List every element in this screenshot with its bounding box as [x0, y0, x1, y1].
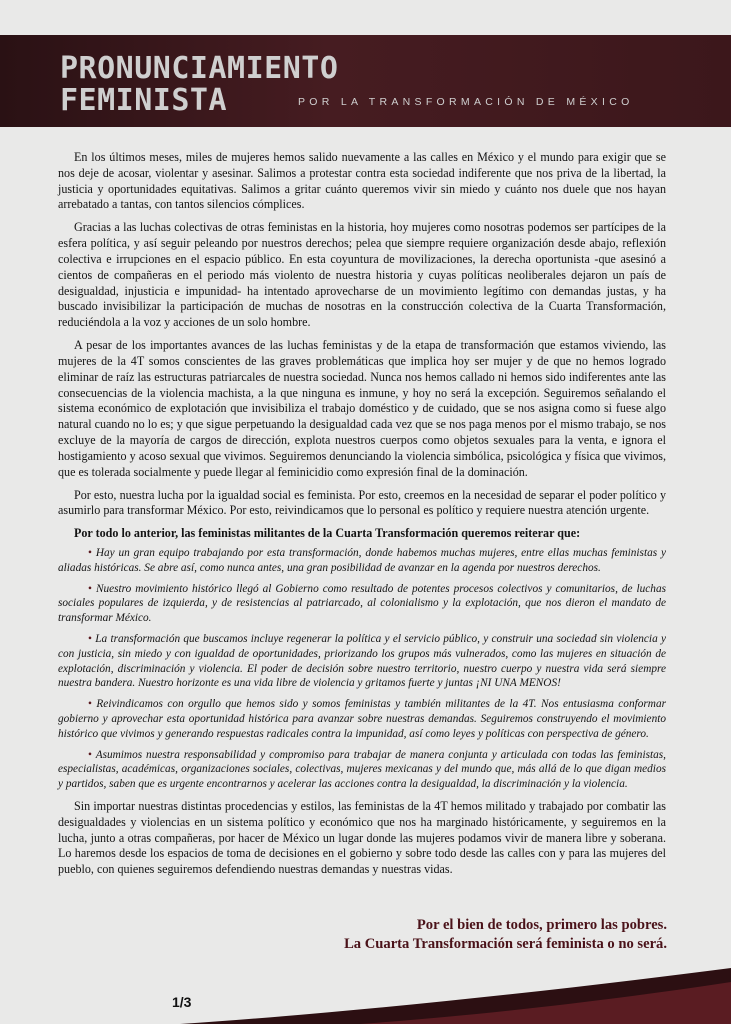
- title-line-2: FEMINISTA: [60, 83, 228, 118]
- demands-list: [58, 546, 666, 792]
- title-line-1: PRONUNCIAMIENTO: [60, 51, 339, 86]
- subtitle: POR LA TRANSFORMACIÓN DE MÉXICO: [298, 96, 634, 108]
- list-item: [58, 546, 666, 576]
- footer-swoosh: [0, 960, 731, 1024]
- document-body: [58, 150, 666, 885]
- paragraph-1: En los últimos meses, miles de mujeres hemos salido nuevamente a las calles en México y el mundo para exigir que se nos deje de acosar, violentar y asesinar. Salimos a protestar contra esta sociedad indiferente que nos priva de la libertad, la justicia y oportunidades equitativas. Salimos a gritar cuánto queremos vivir sin miedo y cuánto nos duele que nos hayan arrebatado a tantas, con tantos silencios cómplices.: [58, 150, 666, 212]
- list-item: [58, 697, 666, 741]
- bullet-icon: •: [88, 633, 92, 646]
- paragraph-3: A pesar de los importantes avances de las luchas feministas y de la etapa de transformación que estamos viviendo, las mujeres de la 4T somos conscientes de las graves problemáticas que implica hoy ser mujer y de que no hemos logrado eliminar de raíz las estructuras patriarcales de nuestra sociedad. Nunca nos hemos callado ni hemos sido indiferentes ante las consecuencias de la violencia machista, a la que ninguna es inmune, y hoy no será la excepción. Seguiremos señalando el sistema económico de explotación que invisibiliza el trabajo doméstico y de cuidado, que se nos asigna como si fuese algo natural cuando no lo es; y que sigue perpetuando la desigualdad cada vez que se nos paga menos por el mismo trabajo, se nos excluye de la mayoría de cargos de dirección, explota nuestros cuerpos como objetos sexuales para la venta, e ignora el hostigamiento y acoso sexual que vivimos. Seguiremos denunciando la violencia simbólica, psicológica y física que vivimos, que es tolerada socialmente y puede llegar al feminicidio como expresión final de la dominación.: [58, 338, 666, 479]
- paragraph-2: Gracias a las luchas colectivas de otras feministas en la historia, hoy mujeres como nosotras podemos ser partícipes de la esfera política, y así seguir peleando por nuestros derechos; pelea que siempre requiere organización desde abajo, reflexión colectiva e irrupciones en el espacio público. En esta coyuntura de movilizaciones, la derecha oportunista -que asesinó a cientos de compañeras en el periodo más violento de nuestra historia y cuyas políticas neoliberales dejaron un país de desigualdad, injusticia e impunidad- ha intentado aprovecharse de un movimiento legítimo con demandas justas, y ha buscado invisibilizar la participación de muchas de nosotras en la construcción colectiva de la Cuarta Transformación, reduciéndola a la voz y acciones de un solo hombre.: [58, 220, 666, 330]
- page-number: 1/3: [172, 994, 192, 1010]
- bullet-icon: •: [88, 698, 92, 711]
- list-item: [58, 582, 666, 626]
- list-item: [58, 632, 666, 691]
- list-item-text: Hay un gran equipo trabajando por esta transformación, donde habemos muchas mujeres, entre ellas muchas feministas y aliadas históricas. Se abre así, como nunca antes, una gran posibilidad de avanzar en la agenda por nuestros derechos.: [58, 547, 666, 574]
- bullet-icon: •: [88, 748, 92, 761]
- list-item-text: Asumimos nuestra responsabilidad y compromiso para trabajar de manera conjunta y articulada con todas las feministas, especialistas, académicas, organizaciones sociales, colectivas, mujeres mexicanas y del mundo que, más allá de lo que digan medios y partidos, saben que es urgente encontrarnos y acelerar las acciones contra la desigualdad, la discriminación y la violencia.: [58, 748, 666, 791]
- intro-statement: Por todo lo anterior, las feministas militantes de la Cuarta Transformación queremos reiterar que:: [74, 526, 581, 541]
- list-item: [58, 748, 666, 792]
- list-item-text: Nuestro movimiento histórico llegó al Gobierno como resultado de potentes procesos colectivos y comunitarios, de luchas sociales populares de izquierda, y de resistencias al patriarcado, al colonialismo y la explotación, que nos dieron el mandato de transformar México.: [58, 582, 667, 625]
- closing-paragraph: Sin importar nuestras distintas procedencias y estilos, las feministas de la 4T hemos militado y trabajado por combatir las desigualdades y violencias en un sistema político y económico que nos ha marginado históricamente, y seguiremos en la lucha, junto a otras compañeras, por hacer de México un lugar donde las mujeres podamos vivir de manera libre y soberana. Lo haremos desde los espacios de toma de decisiones en el gobierno y sobre todo desde las calles con y para las mujeres del pueblo, con quienes seguiremos defendiendo nuestras demandas y nuestras vidas.: [58, 799, 666, 877]
- slogan-line-1: Por el bien de todos, primero las pobres.: [416, 917, 667, 933]
- list-item-text: Reivindicamos con orgullo que hemos sido y somos feministas y también militantes de la 4T. Nos entusiasma conformar gobierno y aprovechar esta oportunidad histórica para avanzar sobre nuestras demandas. Seguiremos construyendo el movimiento histórico que vivimos y generando respuestas radicales contra la impunidad, así como leyes y políticas con perspectiva de género.: [58, 698, 666, 740]
- bullet-icon: •: [88, 547, 92, 560]
- paragraph-4: Por esto, nuestra lucha por la igualdad social es feminista. Por esto, creemos en la necesidad de separar el poder político y asumirlo para transformar México. Por esto, reivindicamos que lo personal es político y requiere nuestra atención urgente.: [58, 487, 666, 518]
- bullet-icon: •: [88, 582, 92, 595]
- slogan-line-2: La Cuarta Transformación será feminista o no será.: [344, 936, 667, 952]
- list-item-text: La transformación que buscamos incluye regenerar la política y el servicio público, y construir una sociedad sin violencia y con justicia, sin miedo y con igualdad de oportunidades, priorizando los grupos más vulnerados, como las mujeres en situación de explotación, discriminación y violencia. El poder de decisión sobre nuestro territorio, nuestro cuerpo y nuestra vida será siempre nuestra bandera. Nuestro horizonte es una vida libre de violencia y gritamos fuerte y juntas ¡NI UNA MENOS!: [58, 633, 667, 690]
